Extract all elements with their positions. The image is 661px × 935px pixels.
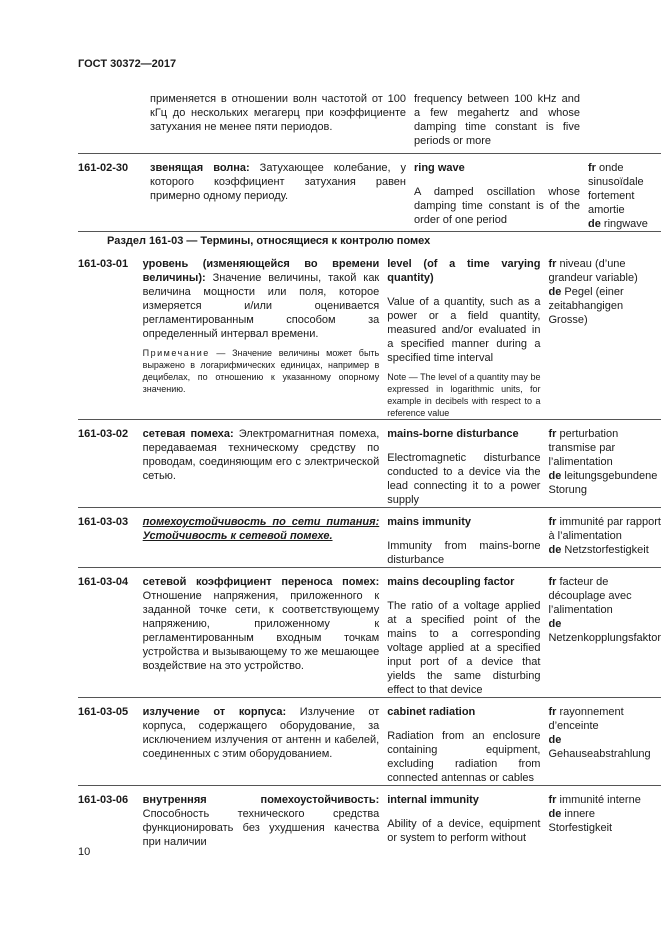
term-code: 161-03-04 [78, 575, 143, 698]
other-languages: fr immunité interne de innere Storfestigkeit [548, 794, 641, 834]
ru-definition: уровень (изменяющейся во времени величины): Значение величины, такой как величина мощности или поля, которое измеряется и/или оценивается регламентированным способом за определенный интервал времени. Примечание — Значение величины может быть выражено в логарифмических единицах, например в децибелах, по отношению к указанному опорному значению. [143, 257, 388, 420]
table-row [78, 793, 661, 849]
ru-definition [143, 515, 388, 568]
ru-definition: излучение от корпуса: Излучение от корпуса, содержащего оборудование, за исключением излучения от антенн и кабелей, соединенных с этим оборудованием. [143, 705, 388, 786]
terms-table-top [78, 92, 661, 232]
term-code: 161-02-30 [78, 161, 150, 232]
en-term: ring wave [414, 162, 465, 174]
en-definition: mains-borne disturbance Electromagnetic disturbance conducted to a device via the lead connecting it to a power supply [387, 427, 548, 508]
ru-definition: сетевой коэффициент переноса помех: Отношение напряжения, приложенного к заданной точке сети, к соответствующему напряжению, приложенному к регламентированным входным точкам устройства и вызывающему то же мешающее воздействие на это устройство. [143, 575, 388, 698]
en-definition: cabinet radiation Radiation from an enclosure containing equipment, excluding radiation from connected antennas or cables [387, 705, 548, 786]
en-definition [414, 161, 588, 232]
page-number: 10 [78, 846, 91, 858]
ru-definition [150, 161, 414, 232]
term-code: 161-03-01 [78, 257, 143, 420]
other-languages: fr onde sinusoïdale fortement amortie de ringwave [588, 161, 661, 232]
other-languages: fr rayonnement d’enceinte de Gehauseabstrahlung [548, 705, 661, 786]
en-def-text: A damped oscillation whose damping time constant is of the order of one period [414, 186, 580, 226]
ru-definition: внутренняя помехоустойчивость: Способность технического средства функционировать без ухудшения качества при наличии [142, 794, 380, 848]
other-languages: fr perturbation transmise par l’alimentation de leitungsgebundene Storung [548, 427, 661, 508]
en-definition: level (of a time varying quantity) Value of a quantity, such as a power or a field quantity, measured and/or evaluated in a specified manner during a specified time interval Note — The level of a quantity may be expressed in logarithmic units, for example in decibels with respect to a reference value [387, 257, 548, 420]
term-code: 161-03-06 [78, 794, 129, 806]
ru-definition: сетевая помеха: Электромагнитная помеха, передаваемая техническому средству по проводам, соединяющим его с электрической сетью. [143, 427, 388, 508]
section-title: Раздел 161-03 — Термины, относящиеся к контролю помех [107, 235, 431, 247]
term-code: 161-03-02 [78, 427, 143, 508]
en-continuation: frequency between 100 kHz and a few megahertz and whose damping time constant is five periods or more [414, 92, 588, 154]
ru-continuation: применяется в отношении волн частотой от 100 кГц до нескольких мегагерц при коэффициенте затухания не менее пяти периодов. [150, 92, 414, 154]
other-languages: fr facteur de découplage avec l’alimentation de Netzenkopplungsfaktor [548, 575, 661, 698]
table-row [78, 257, 661, 420]
table-row [78, 575, 661, 698]
en-definition: mains decoupling factor The ratio of a voltage applied at a specified point of the mains to a corresponding voltage applied at a specified input port of a device that yields the same disturbing effect to that device [387, 575, 548, 698]
ru-term: уровень (изменяющейся во времени величины): [142, 258, 380, 284]
other-languages: fr niveau (d’une grandeur variable) de Pegel (einer zeitabhangigen Grosse) [548, 257, 661, 420]
en-definition: internal immunity Ability of a device, equipment or system to perform without [387, 794, 541, 844]
ru-term: звенящая волна: [150, 162, 250, 174]
en-note: Note — The level of a quantity may be expressed in logarithmic units, for example in decibels with respect to a reference value [387, 372, 541, 418]
en-term: level (of a time varying quantity) [387, 258, 541, 284]
table-row [78, 92, 661, 154]
term-code: 161-03-05 [78, 705, 143, 786]
en-definition: mains immunity Immunity from mains-borne disturbance [387, 515, 548, 568]
term-code: 161-03-03 [78, 515, 143, 568]
document-header: ГОСТ 30372—2017 [78, 58, 177, 70]
other-languages: fr immunité par rapport à l’alimentation de Netzstorfestigkeit [548, 515, 661, 568]
ru-def-text: Затухающее колебание, у которого коэффициент затухания равен примерно одному периоду. [150, 162, 407, 202]
ru-note: Примечание — Значение величины может быть выражено в логарифмических единицах, например в децибелах, по отношению к указанному опорному значению. [142, 348, 380, 394]
ru-term-deprecated: помехоустойчивость по сети питания: Устойчивость к сетевой помехе. [142, 516, 380, 542]
terms-table-main [78, 257, 661, 849]
table-row [78, 161, 661, 232]
table-row [78, 515, 661, 568]
table-row [78, 427, 661, 508]
table-row [78, 705, 661, 786]
